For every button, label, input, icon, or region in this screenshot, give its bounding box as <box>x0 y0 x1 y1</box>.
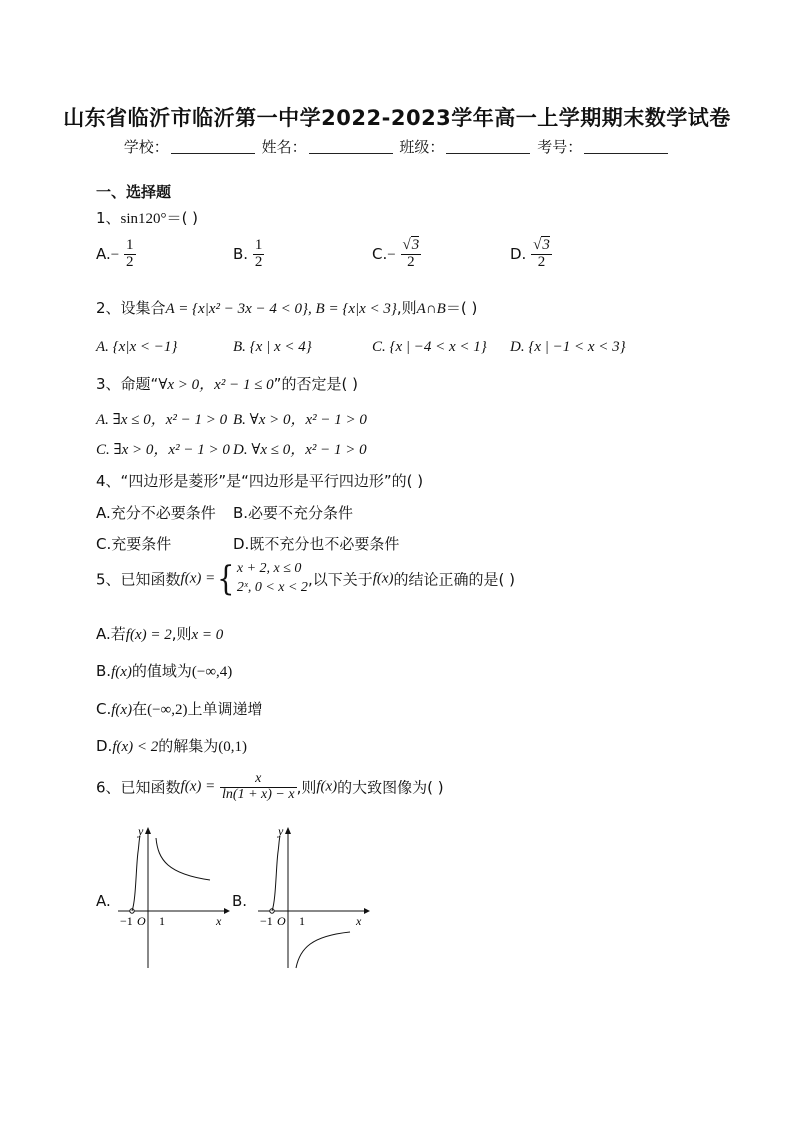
q1-a-label: A. <box>96 244 111 263</box>
student-info-line <box>0 136 794 157</box>
q5-option-c[interactable] <box>96 698 263 719</box>
q6-numerator: x <box>220 772 297 788</box>
q1-option-b[interactable] <box>233 238 264 271</box>
q5-option-d[interactable] <box>96 735 247 756</box>
q6-fx-2: f(x) <box>316 778 338 795</box>
class-label: 班级： <box>399 138 445 156</box>
question-1-stem <box>96 207 198 228</box>
q6-suffix: 的大致图像为( ) <box>337 778 444 797</box>
graph-a-tick-neg1: −1 <box>120 914 133 928</box>
q5-d-mid: 的解集为 <box>158 737 219 755</box>
q5-a-prefix: A.若 <box>96 625 126 643</box>
q5-brace: { <box>217 558 235 599</box>
q5-b-expr: f(x) <box>111 664 132 680</box>
q1-d-den: 2 <box>537 253 546 270</box>
q2-option-d[interactable]: D. {x | −1 < x < 3} <box>510 339 626 355</box>
question-6-stem <box>96 772 444 802</box>
q4-option-b[interactable]: B.必要不充分条件 <box>233 504 354 522</box>
q1-c-label: C. <box>372 244 388 263</box>
q5-d-expr-2: (0,1) <box>218 739 248 755</box>
q5-c-expr: f(x) <box>111 702 133 718</box>
q6-graph-b-label[interactable]: B. <box>232 892 248 910</box>
q1-b-den: 2 <box>254 253 263 270</box>
q1-c-den: 2 <box>407 253 415 270</box>
q1-prefix: 1、 <box>96 209 121 227</box>
q1-c-num: √3 <box>402 237 420 253</box>
q1-c-radicand: 3 <box>411 237 420 253</box>
q5-fx-2: f(x) <box>372 570 394 587</box>
q3-option-a[interactable]: A. ∃x ≤ 0，x² − 1 > 0 <box>96 412 228 428</box>
q5-b-prefix: B. <box>96 662 112 680</box>
question-3-stem <box>96 373 358 394</box>
question-5-stem <box>96 560 515 598</box>
graph-a-x-arrow <box>224 908 230 914</box>
q6-prefix: 6、已知函数 <box>96 778 181 797</box>
q2-eq: ＝( ) <box>445 299 478 317</box>
question-4-stem: 4、“四边形是菱形”是“四边形是平行四边形”的( ) <box>96 472 424 490</box>
q2-set-a: A = {x|x² − 3x − 4 < 0} <box>165 301 309 317</box>
q1-a-neg: − <box>110 246 120 263</box>
graph-a-y-label: y <box>138 824 144 838</box>
graph-a-origin: O <box>137 914 146 928</box>
graph-b-x-arrow <box>364 908 370 914</box>
q2-set-b: , B = {x|x < 3} <box>308 301 397 317</box>
q1-b-num: 1 <box>254 237 263 253</box>
q1-c-fraction <box>401 238 422 271</box>
q1-c-neg: − <box>387 246 396 263</box>
q1-paren: ( ) <box>181 209 199 227</box>
name-label: 姓名： <box>261 138 307 156</box>
q6-graph-a-label[interactable]: A. <box>96 892 111 910</box>
q4-option-a[interactable]: A.充分不必要条件 <box>96 504 216 522</box>
q5-cases <box>237 560 308 598</box>
q3-prefix: 3、命题“ <box>96 375 159 393</box>
class-blank[interactable] <box>446 139 530 154</box>
graph-b-origin: O <box>277 914 286 928</box>
q5-mid: ,以下关于 <box>307 570 373 589</box>
q3-option-d[interactable]: D. ∀x ≤ 0，x² − 1 > 0 <box>233 442 367 458</box>
q5-a-mid: ,则 <box>171 625 192 643</box>
q4-option-c[interactable]: C.充要条件 <box>96 535 172 553</box>
q5-case-2: 2ˣ, 0 < x < 2 <box>236 579 308 595</box>
graph-b-tick-1: 1 <box>299 914 305 928</box>
q2-option-b[interactable]: B. {x | x < 4} <box>233 339 312 355</box>
q3-option-b[interactable]: B. ∀x > 0，x² − 1 > 0 <box>233 412 367 428</box>
graph-a-tick-1: 1 <box>159 914 165 928</box>
graph-b-x-label: x <box>356 914 362 928</box>
q1-option-d[interactable] <box>510 238 552 271</box>
q5-a-expr: f(x) = 2 <box>125 627 172 643</box>
q1-a-den: 2 <box>126 253 134 270</box>
q3-option-c[interactable]: C. ∃x > 0，x² − 1 > 0 <box>96 442 230 458</box>
q3-suffix: ”的否定是( ) <box>273 375 358 393</box>
graph-a-x-label: x <box>216 914 222 928</box>
q1-d-num: √3 <box>533 237 550 253</box>
q1-a-num: 1 <box>126 237 134 253</box>
number-blank[interactable] <box>584 139 668 154</box>
section-heading: 一、选择题 <box>96 183 172 201</box>
q1-expression: sin120°＝ <box>120 211 182 227</box>
q5-a-expr-2: x = 0 <box>191 627 224 643</box>
q5-c-prefix: C. <box>96 700 112 718</box>
school-label: 学校： <box>123 138 169 156</box>
number-label: 考号： <box>537 138 583 156</box>
graph-b-left-branch <box>272 836 280 911</box>
q1-b-label: B. <box>233 244 249 263</box>
q6-fx: f(x) = <box>180 778 216 795</box>
q1-d-label: D. <box>510 244 527 263</box>
name-blank[interactable] <box>309 139 393 154</box>
graph-a-left-branch <box>132 836 140 911</box>
q5-c-expr-2: (−∞,2) <box>147 702 188 718</box>
q1-d-fraction <box>531 238 552 271</box>
q2-prefix: 2、设集合 <box>96 299 166 317</box>
q1-b-fraction <box>253 238 265 271</box>
q4-option-d[interactable]: D.既不充分也不必要条件 <box>233 535 400 553</box>
q1-option-a[interactable] <box>96 238 136 271</box>
q5-b-mid: 的值域为 <box>131 662 192 680</box>
q5-option-a[interactable] <box>96 623 223 644</box>
graph-b-y-arrow <box>285 827 291 834</box>
q5-c-mid: 在 <box>132 700 148 718</box>
q1-d-radicand: 3 <box>542 237 550 253</box>
q6-mid: ,则 <box>296 778 317 797</box>
q2-option-a[interactable]: A. {x|x < −1} <box>96 339 178 355</box>
q2-then: ,则 <box>396 299 417 317</box>
q1-a-fraction <box>124 238 136 271</box>
page-title: 山东省临沂市临沂第一中学2022-2023学年高一上学期期末数学试卷 <box>63 106 731 130</box>
q5-d-expr: f(x) < 2 <box>112 739 159 755</box>
q5-prefix: 5、已知函数 <box>96 570 181 589</box>
school-blank[interactable] <box>171 139 255 154</box>
graph-b-right-branch <box>296 932 350 968</box>
q5-fx: f(x) = <box>180 570 216 587</box>
q2-intersection: A∩B <box>416 301 446 317</box>
graph-b-tick-neg1: −1 <box>260 914 273 928</box>
q5-suffix: 的结论正确的是( ) <box>393 570 516 589</box>
question-2-stem <box>96 297 477 318</box>
q2-option-c[interactable]: C. {x | −4 < x < 1} <box>372 339 487 355</box>
graph-a-right-branch <box>156 838 210 880</box>
q5-d-prefix: D. <box>96 737 113 755</box>
q6-fraction <box>220 772 297 802</box>
q5-case-1: x + 2, x ≤ 0 <box>236 561 302 576</box>
q6-graph-a[interactable] <box>110 822 230 972</box>
q1-option-c[interactable] <box>372 238 421 271</box>
q3-proposition: ∀x > 0，x² − 1 ≤ 0 <box>158 377 274 393</box>
q5-b-expr-2: (−∞,4) <box>191 664 233 680</box>
q5-option-b[interactable] <box>96 660 232 681</box>
q6-denominator: ln(1 + x) − x <box>222 786 295 802</box>
q5-c-suffix: 上单调递增 <box>187 700 263 718</box>
q6-graph-b[interactable] <box>250 822 370 972</box>
graph-b-y-label: y <box>278 824 284 838</box>
graph-a-y-arrow <box>145 827 151 834</box>
